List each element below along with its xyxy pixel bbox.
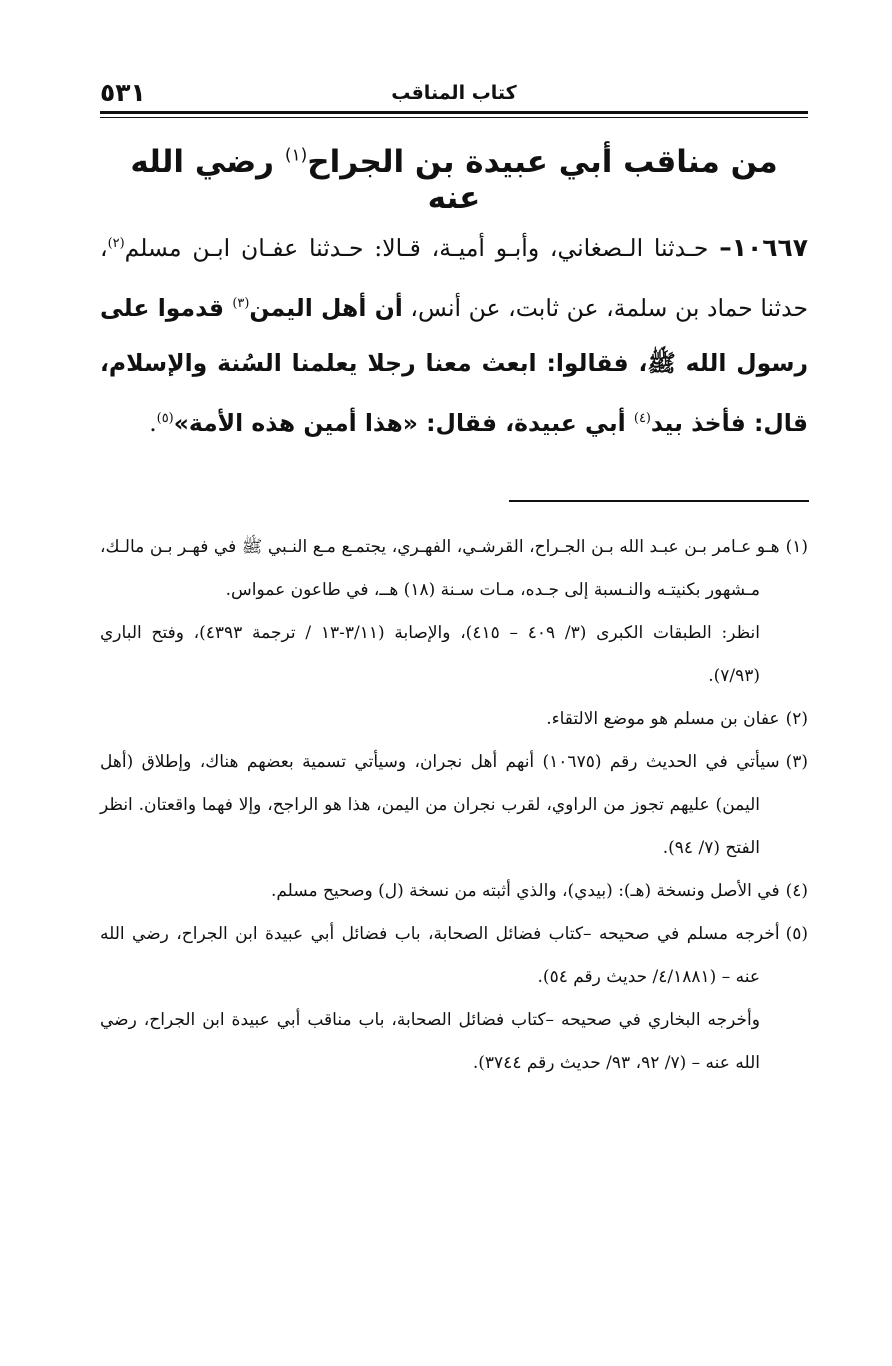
footnote-4	[100, 870, 808, 913]
chapter-heading-footnote-ref: (١)	[284, 145, 308, 166]
footnote-text: أخرجه مسلم في صحيحه –كتاب فضائل الصحابة، باب فضائل أبي عبيدة ابن الجراح، رضي الله عنه – (٤/١٨٨١/ حديث رقم ٥٤).	[100, 924, 780, 987]
footnote-2	[100, 698, 808, 741]
footnote-3	[100, 741, 808, 870]
footnote-text: هـو عـامر بـن عبـد الله بـن الجـراح، القرشـي، الفهـري، يجتمـع مـع النـبي ﷺ في فهـر بـن مالـك، مـشهور بكنيتـه والنـسبة إلى جـده، مـات سـنة (١٨) هــ، في طاعون عمواس.	[100, 537, 780, 600]
running-title: كتاب المناقب	[391, 82, 517, 104]
hadith-end: .	[149, 408, 157, 437]
footnote-number: (٣)	[785, 752, 809, 772]
footnote-separator	[509, 500, 809, 502]
isnad-part-2: ، حدثنا حماد بن سلمة، عن ثابت، عن أنس،	[100, 233, 808, 322]
running-header	[100, 76, 808, 110]
matn-part-1: أن أهل اليمن	[249, 293, 403, 322]
chapter-heading-suffix: رضي الله عنه	[130, 144, 481, 216]
footnote-1-sources	[100, 612, 808, 698]
footnote-text: انظر: الطبقات الكبرى (٣/ ٤٠٩ – ٤١٥)، والإصابة (٣/١١-١٣ / ترجمة ٤٣٩٣)، وفتح الباري (٧/٩٣).	[100, 623, 760, 686]
footnote-text: عفان بن مسلم هو موضع الالتقاء.	[546, 709, 780, 729]
footnote-ref-2: (٢)	[107, 236, 125, 251]
footnote-ref-4: (٤)	[633, 410, 651, 426]
footnote-5	[100, 913, 808, 999]
chapter-heading-text: من مناقب أبي عبيدة بن الجراح	[307, 144, 778, 180]
hadith-text	[100, 216, 808, 450]
page-number: ٥٣١	[100, 78, 146, 107]
header-rule-thin	[100, 117, 808, 118]
isnad-part-1: حـدثنا الـصغاني، وأبـو أميـة، قـالا: حـدثنا عفـان ابـن مسلم	[124, 233, 720, 262]
footnote-text: في الأصل ونسخة (هـ): (بيدي)، والذي أثبته من نسخة (ل) وصحيح مسلم.	[270, 881, 780, 901]
footnote-number: (٢)	[785, 709, 808, 729]
footnote-number: (٥)	[785, 924, 808, 944]
footnote-text: وأخرجه البخاري في صحيحه –كتاب فضائل الصحابة، باب مناقب أبي عبيدة ابن الجراح، رضي الله عنه – (٧/ ٩٢، ٩٣/ حديث رقم ٣٧٤٤).	[100, 1010, 760, 1073]
footnote-number: (٤)	[785, 881, 808, 901]
footnotes	[100, 526, 808, 1085]
footnote-ref-5: (٥)	[156, 410, 174, 426]
footnote-number: (١)	[785, 537, 808, 557]
chapter-heading	[100, 144, 808, 216]
header-rule-thick	[100, 111, 808, 114]
footnote-ref-3: (٣)	[232, 295, 250, 311]
hadith-number: ١٠٦٦٧–	[719, 232, 808, 262]
matn-part-2: قدموا على رسول الله ﷺ، فقالوا: ابعث معنا رجلا يعلمنا السُنة والإسلام، قال: فأخذ بيد	[100, 293, 808, 437]
footnote-text: سيأتي في الحديث رقم (١٠٦٧٥) أنهم أهل نجران، وسيأتي تسمية بعضهم هناك، وإطلاق (أهل اليمن) عليهم تجوز من الراوي، لقرب نجران من اليمن، هذا هو الراجح، وإلا فهما واقعتان. انظر الفتح (٧/ ٩٤).	[100, 752, 780, 858]
footnote-5-bukhari	[100, 999, 808, 1085]
footnote-1	[100, 526, 808, 612]
matn-part-3: أبي عبيدة، فقال: «هذا أمين هذه الأمة»	[173, 408, 634, 437]
